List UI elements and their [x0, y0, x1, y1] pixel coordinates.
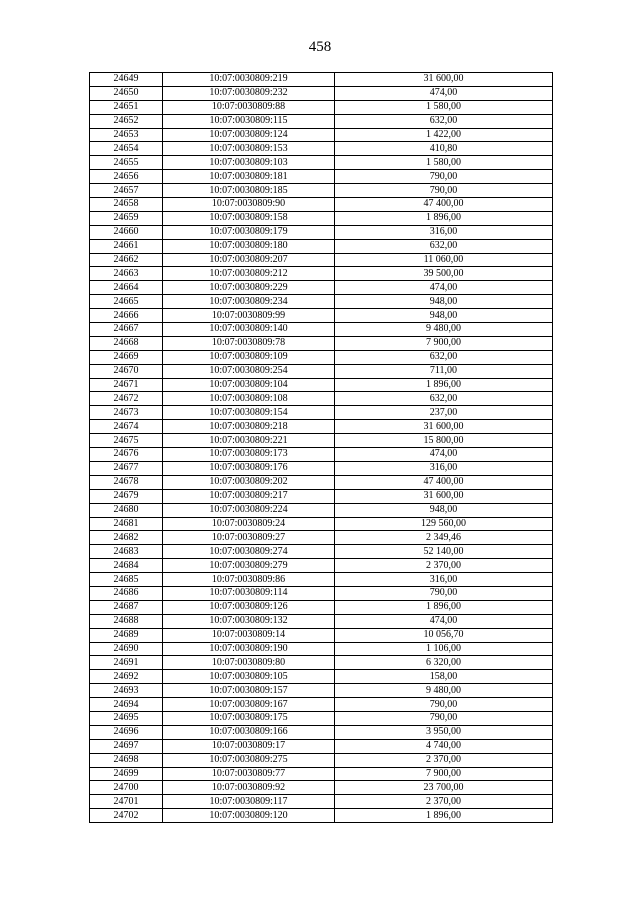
- value-cell: 948,00: [335, 309, 553, 323]
- registry-table-body: [90, 73, 553, 823]
- cadastral-number-cell: 10:07:0030809:114: [163, 586, 335, 600]
- table-row: [90, 211, 553, 225]
- row-number-cell: 24700: [90, 781, 163, 795]
- value-cell: 1 580,00: [335, 156, 553, 170]
- cadastral-number-cell: 10:07:0030809:176: [163, 461, 335, 475]
- table-row: [90, 281, 553, 295]
- table-row: [90, 475, 553, 489]
- row-number-cell: 24679: [90, 489, 163, 503]
- row-number-cell: 24689: [90, 628, 163, 642]
- value-cell: 316,00: [335, 225, 553, 239]
- table-row: [90, 323, 553, 337]
- value-cell: 31 600,00: [335, 489, 553, 503]
- cadastral-number-cell: 10:07:0030809:88: [163, 100, 335, 114]
- cadastral-number-cell: 10:07:0030809:158: [163, 211, 335, 225]
- row-number-cell: 24681: [90, 517, 163, 531]
- row-number-cell: 24671: [90, 378, 163, 392]
- value-cell: 158,00: [335, 670, 553, 684]
- table-row: [90, 489, 553, 503]
- row-number-cell: 24676: [90, 448, 163, 462]
- cadastral-number-cell: 10:07:0030809:219: [163, 73, 335, 87]
- cadastral-number-cell: 10:07:0030809:104: [163, 378, 335, 392]
- cadastral-number-cell: 10:07:0030809:181: [163, 170, 335, 184]
- cadastral-number-cell: 10:07:0030809:229: [163, 281, 335, 295]
- table-row: [90, 670, 553, 684]
- table-row: [90, 434, 553, 448]
- value-cell: 10 056,70: [335, 628, 553, 642]
- row-number-cell: 24664: [90, 281, 163, 295]
- cadastral-number-cell: 10:07:0030809:207: [163, 253, 335, 267]
- table-row: [90, 406, 553, 420]
- cadastral-number-cell: 10:07:0030809:224: [163, 503, 335, 517]
- cadastral-number-cell: 10:07:0030809:218: [163, 420, 335, 434]
- value-cell: 474,00: [335, 281, 553, 295]
- row-number-cell: 24702: [90, 809, 163, 823]
- cadastral-number-cell: 10:07:0030809:27: [163, 531, 335, 545]
- table-row: [90, 336, 553, 350]
- row-number-cell: 24685: [90, 573, 163, 587]
- table-row: [90, 239, 553, 253]
- row-number-cell: 24659: [90, 211, 163, 225]
- value-cell: 2 370,00: [335, 795, 553, 809]
- value-cell: 790,00: [335, 184, 553, 198]
- table-row: [90, 267, 553, 281]
- table-row: [90, 642, 553, 656]
- row-number-cell: 24701: [90, 795, 163, 809]
- value-cell: 632,00: [335, 239, 553, 253]
- cadastral-number-cell: 10:07:0030809:132: [163, 614, 335, 628]
- row-number-cell: 24665: [90, 295, 163, 309]
- value-cell: 790,00: [335, 586, 553, 600]
- table-row: [90, 781, 553, 795]
- table-row: [90, 184, 553, 198]
- table-row: [90, 517, 553, 531]
- row-number-cell: 24695: [90, 711, 163, 725]
- table-row: [90, 684, 553, 698]
- row-number-cell: 24698: [90, 753, 163, 767]
- value-cell: 237,00: [335, 406, 553, 420]
- table-row: [90, 711, 553, 725]
- cadastral-number-cell: 10:07:0030809:117: [163, 795, 335, 809]
- row-number-cell: 24663: [90, 267, 163, 281]
- table-row: [90, 420, 553, 434]
- table-row: [90, 767, 553, 781]
- cadastral-number-cell: 10:07:0030809:173: [163, 448, 335, 462]
- row-number-cell: 24658: [90, 198, 163, 212]
- cadastral-number-cell: 10:07:0030809:80: [163, 656, 335, 670]
- value-cell: 2 349,46: [335, 531, 553, 545]
- row-number-cell: 24683: [90, 545, 163, 559]
- value-cell: 632,00: [335, 114, 553, 128]
- cadastral-number-cell: 10:07:0030809:105: [163, 670, 335, 684]
- value-cell: 1 422,00: [335, 128, 553, 142]
- value-cell: 1 896,00: [335, 378, 553, 392]
- table-row: [90, 73, 553, 87]
- cadastral-number-cell: 10:07:0030809:78: [163, 336, 335, 350]
- registry-table: [89, 72, 553, 823]
- table-row: [90, 628, 553, 642]
- row-number-cell: 24673: [90, 406, 163, 420]
- value-cell: 52 140,00: [335, 545, 553, 559]
- row-number-cell: 24657: [90, 184, 163, 198]
- row-number-cell: 24682: [90, 531, 163, 545]
- cadastral-number-cell: 10:07:0030809:14: [163, 628, 335, 642]
- value-cell: 47 400,00: [335, 198, 553, 212]
- value-cell: 948,00: [335, 503, 553, 517]
- value-cell: 316,00: [335, 573, 553, 587]
- table-row: [90, 531, 553, 545]
- cadastral-number-cell: 10:07:0030809:99: [163, 309, 335, 323]
- table-row: [90, 225, 553, 239]
- row-number-cell: 24650: [90, 86, 163, 100]
- value-cell: 1 896,00: [335, 809, 553, 823]
- table-row: [90, 156, 553, 170]
- row-number-cell: 24697: [90, 739, 163, 753]
- row-number-cell: 24690: [90, 642, 163, 656]
- cadastral-number-cell: 10:07:0030809:86: [163, 573, 335, 587]
- row-number-cell: 24668: [90, 336, 163, 350]
- row-number-cell: 24662: [90, 253, 163, 267]
- row-number-cell: 24686: [90, 586, 163, 600]
- cadastral-number-cell: 10:07:0030809:190: [163, 642, 335, 656]
- table-row: [90, 392, 553, 406]
- value-cell: 31 600,00: [335, 73, 553, 87]
- value-cell: 1 580,00: [335, 100, 553, 114]
- cadastral-number-cell: 10:07:0030809:140: [163, 323, 335, 337]
- table-row: [90, 614, 553, 628]
- cadastral-number-cell: 10:07:0030809:103: [163, 156, 335, 170]
- table-row: [90, 114, 553, 128]
- table-row: [90, 809, 553, 823]
- table-row: [90, 86, 553, 100]
- value-cell: 11 060,00: [335, 253, 553, 267]
- row-number-cell: 24696: [90, 725, 163, 739]
- value-cell: 3 950,00: [335, 725, 553, 739]
- row-number-cell: 24649: [90, 73, 163, 87]
- value-cell: 790,00: [335, 711, 553, 725]
- cadastral-number-cell: 10:07:0030809:24: [163, 517, 335, 531]
- value-cell: 31 600,00: [335, 420, 553, 434]
- row-number-cell: 24680: [90, 503, 163, 517]
- table-row: [90, 378, 553, 392]
- table-row: [90, 309, 553, 323]
- page-number: 458: [308, 39, 332, 55]
- cadastral-number-cell: 10:07:0030809:167: [163, 698, 335, 712]
- cadastral-number-cell: 10:07:0030809:126: [163, 600, 335, 614]
- row-number-cell: 24674: [90, 420, 163, 434]
- cadastral-number-cell: 10:07:0030809:234: [163, 295, 335, 309]
- table-row: [90, 656, 553, 670]
- table-row: [90, 503, 553, 517]
- row-number-cell: 24666: [90, 309, 163, 323]
- row-number-cell: 24699: [90, 767, 163, 781]
- table-row: [90, 100, 553, 114]
- cadastral-number-cell: 10:07:0030809:109: [163, 350, 335, 364]
- table-row: [90, 725, 553, 739]
- cadastral-number-cell: 10:07:0030809:120: [163, 809, 335, 823]
- cadastral-number-cell: 10:07:0030809:17: [163, 739, 335, 753]
- cadastral-number-cell: 10:07:0030809:274: [163, 545, 335, 559]
- row-number-cell: 24661: [90, 239, 163, 253]
- value-cell: 474,00: [335, 448, 553, 462]
- value-cell: 1 896,00: [335, 211, 553, 225]
- value-cell: 7 900,00: [335, 336, 553, 350]
- table-row: [90, 698, 553, 712]
- row-number-cell: 24678: [90, 475, 163, 489]
- table-row: [90, 128, 553, 142]
- value-cell: 948,00: [335, 295, 553, 309]
- table-row: [90, 448, 553, 462]
- value-cell: 790,00: [335, 170, 553, 184]
- row-number-cell: 24667: [90, 323, 163, 337]
- row-number-cell: 24670: [90, 364, 163, 378]
- value-cell: 39 500,00: [335, 267, 553, 281]
- cadastral-number-cell: 10:07:0030809:180: [163, 239, 335, 253]
- value-cell: 6 320,00: [335, 656, 553, 670]
- value-cell: 1 106,00: [335, 642, 553, 656]
- cadastral-number-cell: 10:07:0030809:212: [163, 267, 335, 281]
- value-cell: 23 700,00: [335, 781, 553, 795]
- row-number-cell: 24672: [90, 392, 163, 406]
- cadastral-number-cell: 10:07:0030809:166: [163, 725, 335, 739]
- cadastral-number-cell: 10:07:0030809:157: [163, 684, 335, 698]
- row-number-cell: 24660: [90, 225, 163, 239]
- table-row: [90, 753, 553, 767]
- value-cell: 9 480,00: [335, 323, 553, 337]
- cadastral-number-cell: 10:07:0030809:175: [163, 711, 335, 725]
- cadastral-number-cell: 10:07:0030809:275: [163, 753, 335, 767]
- cadastral-number-cell: 10:07:0030809:154: [163, 406, 335, 420]
- row-number-cell: 24675: [90, 434, 163, 448]
- value-cell: 47 400,00: [335, 475, 553, 489]
- value-cell: 711,00: [335, 364, 553, 378]
- value-cell: 632,00: [335, 392, 553, 406]
- value-cell: 1 896,00: [335, 600, 553, 614]
- cadastral-number-cell: 10:07:0030809:202: [163, 475, 335, 489]
- table-row: [90, 142, 553, 156]
- value-cell: 7 900,00: [335, 767, 553, 781]
- row-number-cell: 24687: [90, 600, 163, 614]
- row-number-cell: 24654: [90, 142, 163, 156]
- cadastral-number-cell: 10:07:0030809:221: [163, 434, 335, 448]
- value-cell: 790,00: [335, 698, 553, 712]
- row-number-cell: 24692: [90, 670, 163, 684]
- table-row: [90, 198, 553, 212]
- cadastral-number-cell: 10:07:0030809:254: [163, 364, 335, 378]
- cadastral-number-cell: 10:07:0030809:124: [163, 128, 335, 142]
- row-number-cell: 24669: [90, 350, 163, 364]
- table-row: [90, 559, 553, 573]
- value-cell: 316,00: [335, 461, 553, 475]
- table-row: [90, 364, 553, 378]
- cadastral-number-cell: 10:07:0030809:279: [163, 559, 335, 573]
- cadastral-number-cell: 10:07:0030809:92: [163, 781, 335, 795]
- cadastral-number-cell: 10:07:0030809:115: [163, 114, 335, 128]
- table-row: [90, 795, 553, 809]
- row-number-cell: 24693: [90, 684, 163, 698]
- table-row: [90, 253, 553, 267]
- row-number-cell: 24691: [90, 656, 163, 670]
- cadastral-number-cell: 10:07:0030809:77: [163, 767, 335, 781]
- value-cell: 632,00: [335, 350, 553, 364]
- row-number-cell: 24684: [90, 559, 163, 573]
- value-cell: 129 560,00: [335, 517, 553, 531]
- table-row: [90, 586, 553, 600]
- value-cell: 410,80: [335, 142, 553, 156]
- row-number-cell: 24677: [90, 461, 163, 475]
- cadastral-number-cell: 10:07:0030809:108: [163, 392, 335, 406]
- value-cell: 15 800,00: [335, 434, 553, 448]
- table-row: [90, 600, 553, 614]
- table-row: [90, 545, 553, 559]
- row-number-cell: 24651: [90, 100, 163, 114]
- table-row: [90, 295, 553, 309]
- table-row: [90, 573, 553, 587]
- cadastral-number-cell: 10:07:0030809:232: [163, 86, 335, 100]
- table-row: [90, 170, 553, 184]
- row-number-cell: 24656: [90, 170, 163, 184]
- table-row: [90, 739, 553, 753]
- row-number-cell: 24694: [90, 698, 163, 712]
- cadastral-number-cell: 10:07:0030809:185: [163, 184, 335, 198]
- row-number-cell: 24655: [90, 156, 163, 170]
- table-row: [90, 350, 553, 364]
- cadastral-number-cell: 10:07:0030809:217: [163, 489, 335, 503]
- value-cell: 474,00: [335, 614, 553, 628]
- row-number-cell: 24688: [90, 614, 163, 628]
- value-cell: 9 480,00: [335, 684, 553, 698]
- table-row: [90, 461, 553, 475]
- value-cell: 2 370,00: [335, 559, 553, 573]
- value-cell: 474,00: [335, 86, 553, 100]
- row-number-cell: 24653: [90, 128, 163, 142]
- cadastral-number-cell: 10:07:0030809:153: [163, 142, 335, 156]
- value-cell: 2 370,00: [335, 753, 553, 767]
- row-number-cell: 24652: [90, 114, 163, 128]
- cadastral-number-cell: 10:07:0030809:90: [163, 198, 335, 212]
- cadastral-number-cell: 10:07:0030809:179: [163, 225, 335, 239]
- value-cell: 4 740,00: [335, 739, 553, 753]
